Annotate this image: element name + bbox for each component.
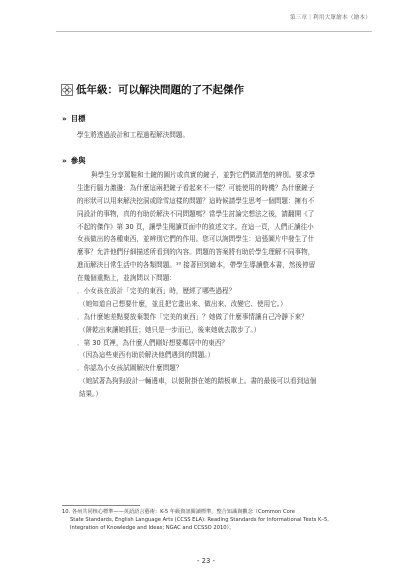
bullet-marker: » bbox=[62, 156, 67, 165]
goal-heading-text: 目標 bbox=[70, 114, 86, 123]
footnote-line: State Standards, English Language Arts (CCSS ELA): Reading Standards for Informational Texts K–5, bbox=[70, 516, 329, 523]
section-title bbox=[61, 82, 244, 97]
footnote bbox=[62, 509, 362, 532]
body-line: 生進行腦力激盪：為什麼這兩把鏟子看起來不一樣？可能使用的時機？為什麼鏟子 bbox=[77, 183, 315, 192]
body-line: 在幾個重點上，並詢問以下問題： bbox=[77, 274, 176, 283]
reference-heading-text: 參與 bbox=[70, 156, 86, 165]
question-item: ．第 30 頁裡，為什麼人們剛好想要鄰居中的東西？ bbox=[77, 338, 229, 347]
page-number: - 23 - bbox=[197, 557, 215, 565]
section-title-text: 低年級：可以解決問題的了不起傑作 bbox=[76, 84, 244, 96]
reference-heading bbox=[62, 155, 86, 166]
running-header: 第三章｜利用大眾繪本（繪本） bbox=[289, 15, 371, 21]
goal-heading bbox=[62, 113, 86, 124]
reference-body bbox=[77, 169, 363, 401]
goal-text: 學生將透過設計和工程過程解決問題。 bbox=[77, 131, 190, 139]
footnote-line: Integration of Knowledge and Ideas; NGAC and CCSSO 2010）。 bbox=[70, 524, 235, 531]
footnote-line: 10. 各州共同核心標準——英語語言藝術：K-5 年級資訊閱讀標準，整合知識與觀念（Common Core bbox=[62, 509, 295, 515]
header-rule bbox=[56, 31, 372, 32]
answer-item: （餅乾出來讓她抓狂；她只是一步而已，後來她就去散步了。） bbox=[79, 325, 261, 334]
body-line: 進而解決日常生活中的各類問題。¹⁰ 接著回到繪本，帶學生導讀整本書，然後停留 bbox=[77, 261, 316, 270]
question-item: ．為什麼她差點要放棄製作「完美的東西」？她做了什麼事情讓自己冷靜下來？ bbox=[77, 312, 308, 321]
answer-item: 結果。） bbox=[79, 390, 103, 399]
body-line: 的形狀可以用來解決挖洞或除雪這樣的問題？這時候請學生思考一個問題：擁有不 bbox=[77, 196, 315, 205]
body-line: 同設計的事物，真的有助於解決不同問題嗎？當學生討論完想法之後，請翻開《了 bbox=[77, 209, 315, 218]
body-line: 麼事？允許他們仔細描述所看到的內容。問題的答案將有助於學生理解不同事物， bbox=[77, 248, 315, 257]
answer-item: （因為這些東西有助於解決他們遇到的問題。） bbox=[79, 351, 215, 360]
bullet-marker: » bbox=[62, 114, 67, 123]
answer-item: （她試著為狗狗設計一輛邊車，以便附掛在她的踏板車上。書的最後可以看到這個 bbox=[79, 377, 317, 386]
footnote-rule bbox=[62, 505, 140, 506]
question-item: ．你認為小女孩試圖解決什麼問題？ bbox=[77, 364, 183, 373]
answer-item: （她知道自己想要什麼，並且把它畫出來、做出來、改變它、使用它。） bbox=[79, 299, 287, 308]
flower-icon bbox=[61, 84, 73, 96]
question-item: ．小女孩在設計「完美的東西」時，歷經了哪些過程？ bbox=[77, 287, 236, 296]
body-line: 與學生分享駕鞋和土鏟的圖片或真實的鏟子，並對它們做清楚的辨別。要求學 bbox=[91, 171, 316, 179]
body-line: 不起的傑作》第 30 頁，讓學生閱讀頁面中的敘述文字。在這一頁，人們正讀往小 bbox=[77, 222, 314, 231]
body-line: 女孩做出的各種東西，並辨別它們的作用。您可以詢問學生：這張圖片中發生了什 bbox=[77, 235, 315, 244]
